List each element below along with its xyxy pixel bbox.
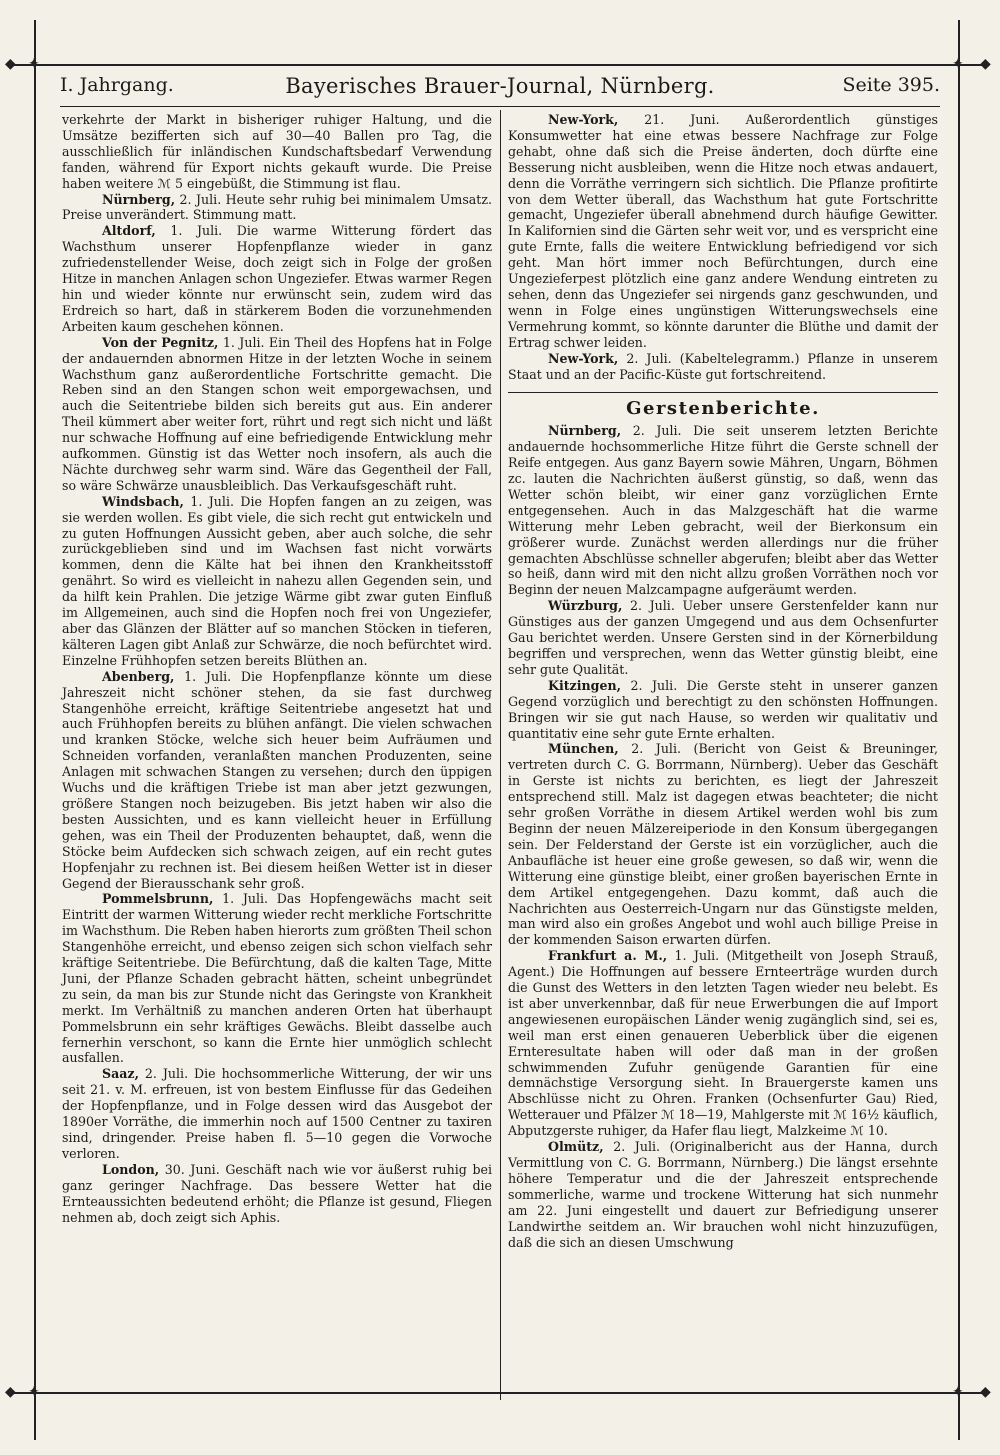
report-place: Kitzingen, [548, 677, 621, 693]
column-divider [500, 110, 501, 1400]
arrow-ornament-icon: ◆ [980, 1384, 991, 1400]
volume-label: I. Jahrgang. [60, 74, 174, 96]
report-place: Würzburg, [548, 598, 623, 614]
section-heading-barley-reports: Gerstenberichte. [508, 392, 938, 417]
report-place: Pommelsbrunn, [102, 891, 214, 907]
arrow-ornament-icon: ◆ [980, 56, 991, 72]
report-place: Von der Pegnitz, [102, 334, 219, 350]
report-text: 2. Juli. Die seit unserem letzten Berichte andauernde hochsommerliche Hitze führt die Gerste schnell der Reife entgegen. Aus ganz Bayern sowie Mähren, Ungarn, Böhmen zc. lauten die Nachrichten äußerst günstig, so daß, wenn das Wetter schön bleibt, wir einer ganz vorzüglichen Ernte entgegensehen. Auch in das Malzgeschäft hat die warme Witterung mehr Leben gebracht, weil der Bierkonsum ein größerer wurde. Zunächst werden allerdings nur die früher gemachten Abschlüsse schneller abgerufen; bleibt aber das Wetter so heiß, dann wird mit den nicht allzu großen Vorräthen noch vor Beginn der neuen Malzcampagne aufgeräumt werden. [508, 423, 938, 598]
report-paragraph [508, 948, 938, 1139]
report-place: London, [102, 1161, 160, 1177]
hop-reports [508, 112, 938, 382]
report-paragraph [508, 351, 938, 383]
report-paragraph [508, 423, 938, 598]
report-text: 1. Juli. Die Hopfenpflanze könnte um diese Jahreszeit nicht schöner stehen, da sie fast durchweg Stangenhöhe erreicht, kräftige Seitentriebe angesetzt hat und auch Frühhopfen bereits zu blühen anfängt. Die vielen schwachen und kranken Stöcke, welche sich heuer beim Aufräumen und Schneiden vorfanden, veranlaßten manchen Produzenten, seine Anlagen mit schwachen Stangen zu versehen; durch den üppigen Wuchs und die kräftigen Triebe ist man aber jetzt gezwungen, größere Stangen noch beizugeben. Bis jetzt haben wir also die besten Aussichten, und es kann vielleicht heuer in Erfüllung gehen, was ein Theil der Produzenten behauptet, daß, wenn die Stöcke beim Aufdecken sich schwach zeigen, auf ein recht gutes Hopfenjahr zu rechnen ist. Bei diesem heißen Wetter ist in dieser Gegend der Bierausschank sehr groß. [62, 668, 492, 891]
barley-reports [508, 423, 938, 1250]
report-paragraph [62, 335, 492, 494]
report-text: 30. Juni. Geschäft nach wie vor äußerst ruhig bei ganz geringer Nachfrage. Das bessere Wetter hat die Ernteaussichten bedeutend erhöht; die Pflanze ist gesund, Fliegen nehmen ab, doch zeigt sich Aphis. [62, 1161, 492, 1225]
right-column [508, 112, 938, 1250]
report-paragraph [62, 891, 492, 1066]
report-text: 1. Juli. Die Hopfen fangen an zu zeigen, was sie werden wollen. Es gibt viele, die sich recht gut entwickeln und zu guten Hoffnungen Aussicht geben, aber auch solche, die sehr zurückgeblieben sind und im Wachsen fast nicht vorwärts kommen, denn die Kälte hat bei ihnen den Krankheitsstoff genährt. So wird es vielleicht in nahezu allen Gegenden sein, und da hilft kein Prahlen. Die jetzige Wärme gibt zwar guten Einfluß im Allgemeinen, auch sind die Hopfen noch frei von Ungeziefer, aber das Glänzen der Blätter auf so manchen Stöcken in tieferen, kälteren Lagen gibt Anlaß zur Schwärze, die noch befürchtet wird. Einzelne Frühhopfen setzen bereits Blüthen an. [62, 493, 492, 668]
left-column [62, 112, 492, 1225]
report-text: 2. Juli. Die hochsommerliche Witterung, der wir uns seit 21. v. M. erfreuen, ist von bestem Einflusse für das Gedeihen der Hopfenpflanze, und in Folge dessen wird das Ausgebot der 1890er Vorräthe, die immerhin noch auf 1500 Centner zu taxiren sind, dringender. Preise haben fl. 5—10 gegen die Vorwoche verloren. [62, 1066, 492, 1161]
report-place: Windsbach, [102, 493, 184, 509]
report-text: 2. Juli. (Originalbericht aus der Hanna, durch Vermittlung von C. G. Borrmann, Nürnberg.) Die längst ersehnte höhere Temperatur und die der Jahreszeit entsprechende sommerliche, warme und trockene Witterung hat sich nunmehr am 22. Juni eingestellt und dauert zur Befriedigung unserer Landwirthe seitdem an. Wir brauchen wohl nicht hinzuzufügen, daß die sich an diesen Umschwung [508, 1139, 938, 1250]
header-rule [60, 106, 940, 107]
report-paragraph [62, 669, 492, 892]
page-number: Seite 395. [842, 74, 940, 96]
report-text: 2. Juli. Heute sehr ruhig bei minimalem Umsatz. Preise unverändert. Stimmung matt. [62, 191, 492, 223]
report-text: 1. Juli. Ein Theil des Hopfens hat in Folge der andauernden abnormen Hitze in der letzten Woche in seinem Wachsthum ganz außerordentliche Fortschritte gemacht. Die Reben sind an den Stangen schon weit emporgewachsen, und auch die Seitentriebe bilden sich bereits gut aus. Ein anderer Theil kümmert aber weiter fort, rührt und regt sich nicht und läßt nur schwache Hoffnung auf eine befriedigende Entwicklung mehr aufkommen. Günstig ist das Wetter noch insofern, als auch die Nächte durchweg sehr warm sind. Wäre das Gegentheil der Fall, so wäre Schwärze unausbleiblich. Das Verkaufsgeschäft ruht. [62, 334, 492, 493]
report-place: Abenberg, [102, 668, 175, 684]
report-paragraph [62, 1162, 492, 1226]
report-place: New-York, [548, 112, 619, 127]
report-place: Nürnberg, [102, 191, 176, 207]
report-place: Olmütz, [548, 1139, 604, 1155]
top-border-rule [14, 64, 986, 66]
report-text: 1. Juli. (Mitgetheilt von Joseph Strauß, Agent.) Die Hoffnungen auf bessere Ernteerträge wurden durch die Gunst des Wetters in den letzten Tagen wieder neu belebt. Es ist aber unverkennbar, daß für neue Erwerbungen die auf Import angewiesenen europäischen Länder wenig zugänglich sind, sei es, weil man erst einen genaueren Ueberblick über die eigenen Ernteresultate haben will oder daß man in der großen schwimmenden Zufuhr genügende Garantien für eine demnächstige Versorgung sieht. In Brauergerste kamen uns Abschlüsse nicht zu Ohren. Franken (Ochsenfurter Gau) Ried, Wetterauer und Pfälzer ℳ 18—19, Mahlgerste mit ℳ 16½ käuflich, Abputzgerste ruhiger, da Hafer flau liegt, Malzkeime ℳ 10. [508, 948, 938, 1139]
corner-ornament-icon: ✦ [28, 56, 40, 72]
report-place: München, [548, 741, 619, 757]
corner-ornament-icon: ✦ [28, 1384, 40, 1400]
report-paragraph [62, 192, 492, 224]
corner-ornament-icon: ✦ [952, 56, 964, 72]
report-text: 2. Juli. (Kabeltelegramm.) Pflanze in unserem Staat und an der Pacific-Küste gut fortschreitend. [508, 350, 938, 382]
report-place: Saaz, [102, 1066, 139, 1082]
report-place: New-York, [548, 350, 619, 366]
report-paragraph [508, 678, 938, 742]
report-paragraph [508, 112, 938, 351]
report-place: Nürnberg, [548, 423, 622, 439]
report-text: 21. Juni. Außerordentlich günstiges Konsumwetter hat eine etwas bessere Nachfrage zur Folge gehabt, ohne daß sich die Preise änderten, doch dürfte eine Besserung nicht ausbleiben, wenn die Hitze noch etwas andauert, denn die Vorräthe verringern sich sichtlich. Die Pflanze profitirte von dem Wetter überall, das Wachsthum hat gute Fortschritte gemacht, Ungeziefer überall abnehmend durch häufige Gewitter. In Kalifornien sind die Gärten sehr weit vor, und es verspricht eine gute Ernte, falls die weitere Entwicklung befriedigend vor sich geht. Man hört immer noch Befürchtungen, durch eine Ungezieferpest plötzlich eine ganz andere Wendung eintreten zu sehen, denn das Ungeziefer sei nirgends ganz geschwunden, und wenn in Folge eines ungünstigen Witterungswechsels eine Vermehrung kommt, so könnte darunter die Blüthe und damit der Ertrag schwer leiden. [508, 112, 938, 350]
report-paragraph [508, 598, 938, 678]
left-border-rule [34, 20, 36, 1440]
journal-title: Bayerisches Brauer-Journal, Nürnberg. [285, 74, 715, 98]
report-text: 2. Juli. Ueber unsere Gerstenfelder kann nur Günstiges aus der ganzen Umgegend und aus dem Ochsenfurter Gau berichtet werden. Unsere Gersten sind in der Körnerbildung begriffen und versprechen, wenn das Wetter günstig bleibt, eine sehr gute Qualität. [508, 598, 938, 677]
report-paragraph [62, 223, 492, 334]
report-paragraph [508, 1139, 938, 1250]
running-header [60, 74, 940, 104]
report-text: 1. Juli. Das Hopfengewächs macht seit Eintritt der warmen Witterung wieder recht merkliche Fortschritte im Wachsthum. Die Reben haben hierorts zum größten Theil schon Stangenhöhe erreicht, und ebenso zeigen sich schon vielfach sehr kräftige Seitentriebe. Die Befürchtung, daß die kalten Tage, Mitte Juni, der Pflanze Schaden gebracht hätten, scheint unbegründet zu sein, da man bis zur Stunde nicht das Geringste von Krankheit merkt. Im Verhältniß zu manchen anderen Orten hat überhaupt Pommelsbrunn ein sehr kräftiges Gewächs. Bleibt dasselbe auch fernerhin verschont, so kann die Ernte hier unmöglich schlecht ausfallen. [62, 891, 492, 1066]
right-border-rule [958, 20, 960, 1440]
report-place: Frankfurt a. M., [548, 948, 668, 964]
report-text: 2. Juli. (Bericht von Geist & Breuninger, vertreten durch C. G. Borrmann, Nürnberg). Ueber das Geschäft in Gerste ist nichts zu berichten, es liegt der Jahreszeit entsprechend still. Malz ist dagegen etwas beachteter; die nicht sehr großen Vorräthe in diesem Artikel werden wohl bis zum Beginn der neuen Mälzereiperiode in den Konsum übergegangen sein. Der Felderstand der Gerste ist ein vorzüglicher, auch die Anbaufläche ist heuer eine große gewesen, so daß wir, wenn die Witterung eine günstige bleibt, einer großen bayerischen Ernte in dem Artikel entgegengehen. Dazu kommt, daß auch die Nachrichten aus Oesterreich-Ungarn nur das Günstigste melden, man wird also ein großes Angebot und wohl auch billige Preise in der kommenden Saison erwarten dürfen. [508, 741, 938, 948]
corner-ornament-icon: ✦ [952, 1384, 964, 1400]
report-text: 1. Juli. Die warme Witterung fördert das Wachsthum unserer Hopfenpflanze wieder in ganz zufriedenstellender Weise, doch zeigt sich in Folge der großen Hitze in manchen Anlagen schon Ungeziefer. Etwas warmer Regen hin und wieder könnte nur erwünscht sein, zudem wird das Erdreich so hart, daß in stärkerem Boden die vorzunehmenden Arbeiten kaum geschehen können. [62, 223, 492, 334]
arrow-ornament-icon: ◆ [5, 1384, 16, 1400]
report-place: Altdorf, [102, 223, 156, 239]
report-text: verkehrte der Markt in bisheriger ruhiger Haltung, und die Umsätze bezifferten sich auf 30—40 Ballen pro Tag, die ausschließlich für inländischen Kundschaftsbedarf Verwendung fanden, während für Export nichts gekauft wurde. Die Preise haben weitere ℳ 5 eingebüßt, die Stimmung ist flau. [62, 112, 492, 191]
arrow-ornament-icon: ◆ [5, 56, 16, 72]
report-text: 2. Juli. Die Gerste steht in unserer ganzen Gegend vorzüglich und berechtigt zu den schönsten Hoffnungen. Bringen wir sie gut nach Hause, so werden wir qualitativ und quantitativ eine sehr gute Ernte erhalten. [508, 677, 938, 741]
report-paragraph [62, 1066, 492, 1161]
report-paragraph [62, 112, 492, 192]
report-paragraph [508, 741, 938, 948]
report-paragraph [62, 494, 492, 669]
